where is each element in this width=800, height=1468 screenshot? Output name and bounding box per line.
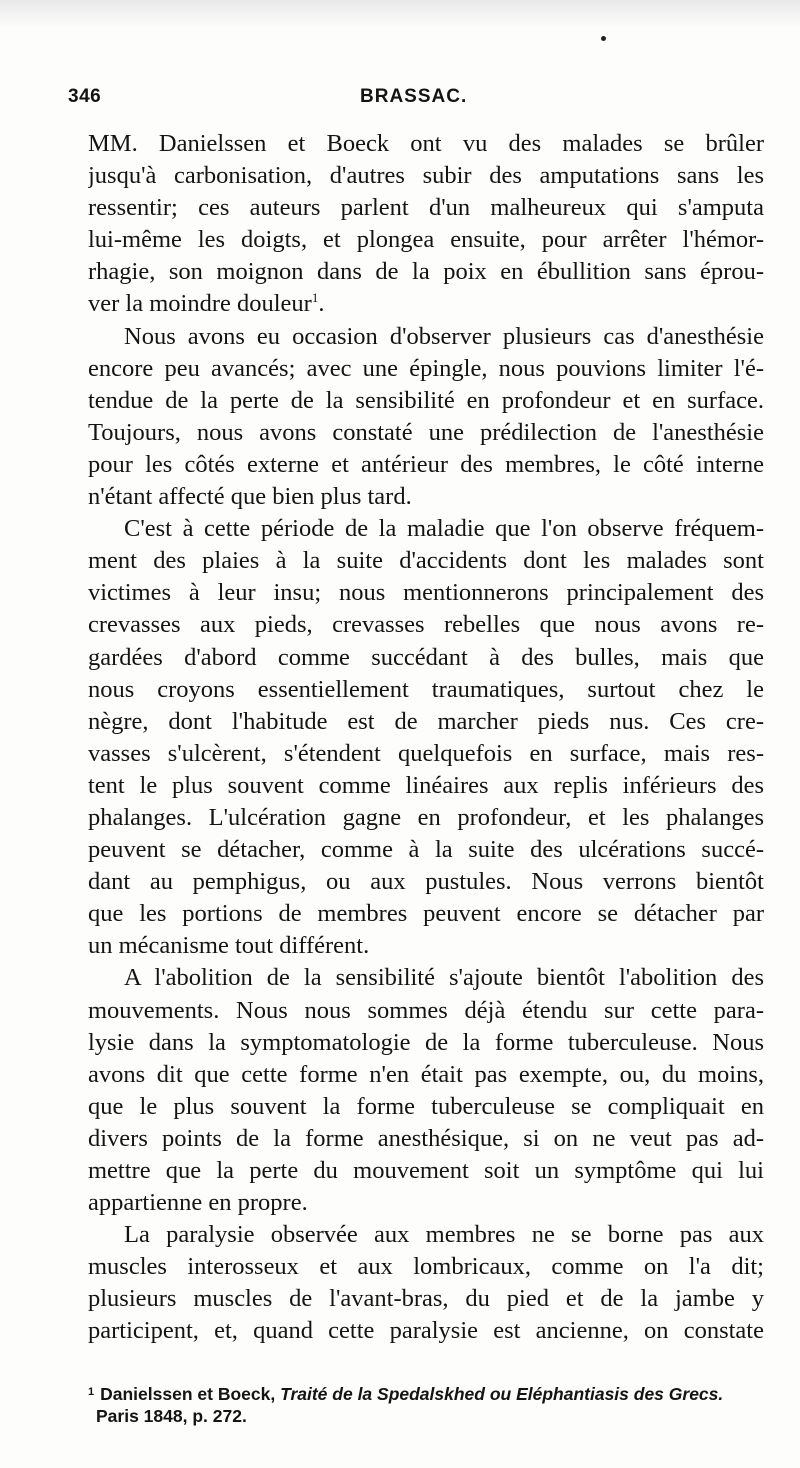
text-line-content: C'est à cette période de la maladie que l'on observe fréquem-	[124, 515, 764, 543]
scan-shadow	[0, 0, 800, 28]
footnote-reference: 1	[311, 290, 319, 306]
footnote-title: Traité de la Spedalskhed ou Eléphantiasis des Grecs.	[280, 1384, 724, 1404]
text-line-content: pour les côtés externe et antérieur des membres, le côté interne	[88, 450, 764, 478]
body-text	[88, 128, 764, 1348]
text-line	[88, 834, 764, 866]
text-line	[88, 1187, 764, 1219]
text-line	[88, 256, 764, 288]
text-line-content: plusieurs muscles de l'avant-bras, du pied et de la jambe y	[88, 1285, 764, 1313]
text-line-content: lui-même les doigts, et plongea ensuite, pour arrêter l'hémor-	[88, 226, 764, 254]
text-line-content: divers points de la forme anesthésique, si on ne veut pas ad-	[88, 1124, 764, 1152]
text-line	[88, 1251, 764, 1283]
text-line-content: ressentir; ces auteurs parlent d'un malheureux qui s'amputa	[88, 194, 764, 222]
text-line	[88, 449, 764, 481]
text-line-content: mouvements. Nous nous sommes déjà étendu sur cette para-	[88, 996, 764, 1024]
text-line	[88, 738, 764, 770]
text-line	[88, 1027, 764, 1059]
text-line	[88, 1315, 764, 1347]
text-line-content: n'étant affecté que bien plus tard.	[88, 483, 412, 511]
text-line-content: gardées d'abord comme succédant à des bulles, mais que	[88, 643, 764, 671]
footnote-line-1	[88, 1380, 764, 1404]
text-line-content: encore peu avancés; avec une épingle, nous pouvions limiter l'é-	[88, 354, 764, 382]
text-line-content: ver la moindre douleur	[88, 290, 312, 318]
text-line-content: lysie dans la symptomatologie de la forme tuberculeuse. Nous	[88, 1028, 764, 1056]
footnote-line-2	[88, 1404, 764, 1428]
text-line-content: ment des plaies à la suite d'accidents dont les malades sont	[88, 547, 764, 575]
text-line	[88, 1123, 764, 1155]
text-line	[88, 1059, 764, 1091]
footnote	[88, 1380, 764, 1428]
text-line-content: A l'abolition de la sensibilité s'ajoute bientôt l'abolition des	[124, 964, 764, 992]
text-line-content: jusqu'à carbonisation, d'autres subir des amputations sans les	[88, 162, 764, 190]
text-line-content: appartienne en propre.	[88, 1189, 308, 1217]
text-line-content: que le plus souvent la forme tuberculeuse se compliquait en	[88, 1092, 764, 1120]
text-line	[88, 160, 764, 192]
page-number: 346	[68, 86, 102, 107]
text-line	[88, 513, 764, 545]
footnote-authors: Danielssen et Boeck,	[100, 1384, 276, 1404]
text-line-punctuation: .	[318, 290, 325, 318]
text-line-content: vasses s'ulcèrent, s'étendent quelquefois en surface, mais res-	[88, 739, 764, 767]
text-line-content: victimes à leur insu; nous mentionnerons principalement des	[88, 579, 764, 607]
text-line-content: Toujours, nous avons constaté une prédilection de l'anesthésie	[88, 418, 764, 446]
text-line	[88, 353, 764, 385]
text-line	[88, 545, 764, 577]
page-header	[68, 86, 758, 116]
text-line	[88, 930, 764, 962]
text-line-content: nous croyons essentiellement traumatiques, surtout chez le	[88, 675, 764, 703]
text-line-content: tendue de la perte de la sensibilité en profondeur et en surface.	[88, 386, 764, 414]
text-line	[88, 1283, 764, 1315]
text-line	[88, 802, 764, 834]
text-line	[88, 706, 764, 738]
running-title: BRASSAC.	[360, 86, 468, 107]
text-line-content: La paralysie observée aux membres ne se borne pas aux	[124, 1221, 764, 1249]
text-line-content: MM. Danielssen et Boeck ont vu des malades se brûler	[88, 130, 764, 157]
text-line	[88, 577, 764, 609]
text-line	[88, 385, 764, 417]
text-line-content: Nous avons eu occasion d'observer plusieurs cas d'anesthésie	[124, 322, 764, 350]
text-line	[88, 224, 764, 256]
text-line	[88, 770, 764, 802]
text-line-content: muscles interosseux et aux lombricaux, comme on l'a dit;	[88, 1253, 764, 1281]
text-line	[88, 192, 764, 224]
text-line-content: rhagie, son moignon dans de la poix en ébullition sans éprou-	[88, 258, 764, 286]
text-line-content: peuvent se détacher, comme à la suite des ulcérations succé-	[88, 836, 764, 864]
text-line	[88, 1091, 764, 1123]
text-line-content: participent, et, quand cette paralysie est ancienne, on constate	[88, 1317, 764, 1345]
text-line	[88, 288, 764, 320]
text-line-content: dant au pemphigus, ou aux pustules. Nous verrons bientôt	[88, 868, 764, 896]
text-line	[88, 128, 764, 160]
text-line	[88, 995, 764, 1027]
text-line-content: phalanges. L'ulcération gagne en profondeur, et les phalanges	[88, 803, 764, 831]
text-line-content: mettre que la perte du mouvement soit un symptôme qui lui	[88, 1157, 764, 1184]
text-line-content: que les portions de membres peuvent encore se détacher par	[88, 900, 764, 928]
text-line	[88, 898, 764, 930]
text-line-content: nègre, dont l'habitude est de marcher pieds nus. Ces cre-	[88, 707, 764, 735]
text-line	[88, 674, 764, 706]
text-line	[88, 866, 764, 898]
text-line	[88, 642, 764, 674]
footnote-place-date: Paris 1848, p. 272.	[96, 1406, 247, 1426]
text-line-content: un mécanisme tout différent.	[88, 932, 370, 960]
text-line-content: crevasses aux pieds, crevasses rebelles que nous avons re-	[88, 611, 764, 639]
footnote-mark: 1	[88, 1386, 95, 1398]
text-line	[88, 1219, 764, 1251]
text-line-content: avons dit que cette forme n'en était pas exempte, ou, du moins,	[88, 1060, 764, 1088]
ink-speck	[601, 36, 606, 41]
text-line	[88, 321, 764, 353]
text-line-content: tent le plus souvent comme linéaires aux replis inférieurs des	[88, 771, 764, 799]
text-line	[88, 962, 764, 994]
text-line	[88, 1155, 764, 1187]
text-line	[88, 481, 764, 513]
text-line	[88, 609, 764, 641]
text-line	[88, 417, 764, 449]
